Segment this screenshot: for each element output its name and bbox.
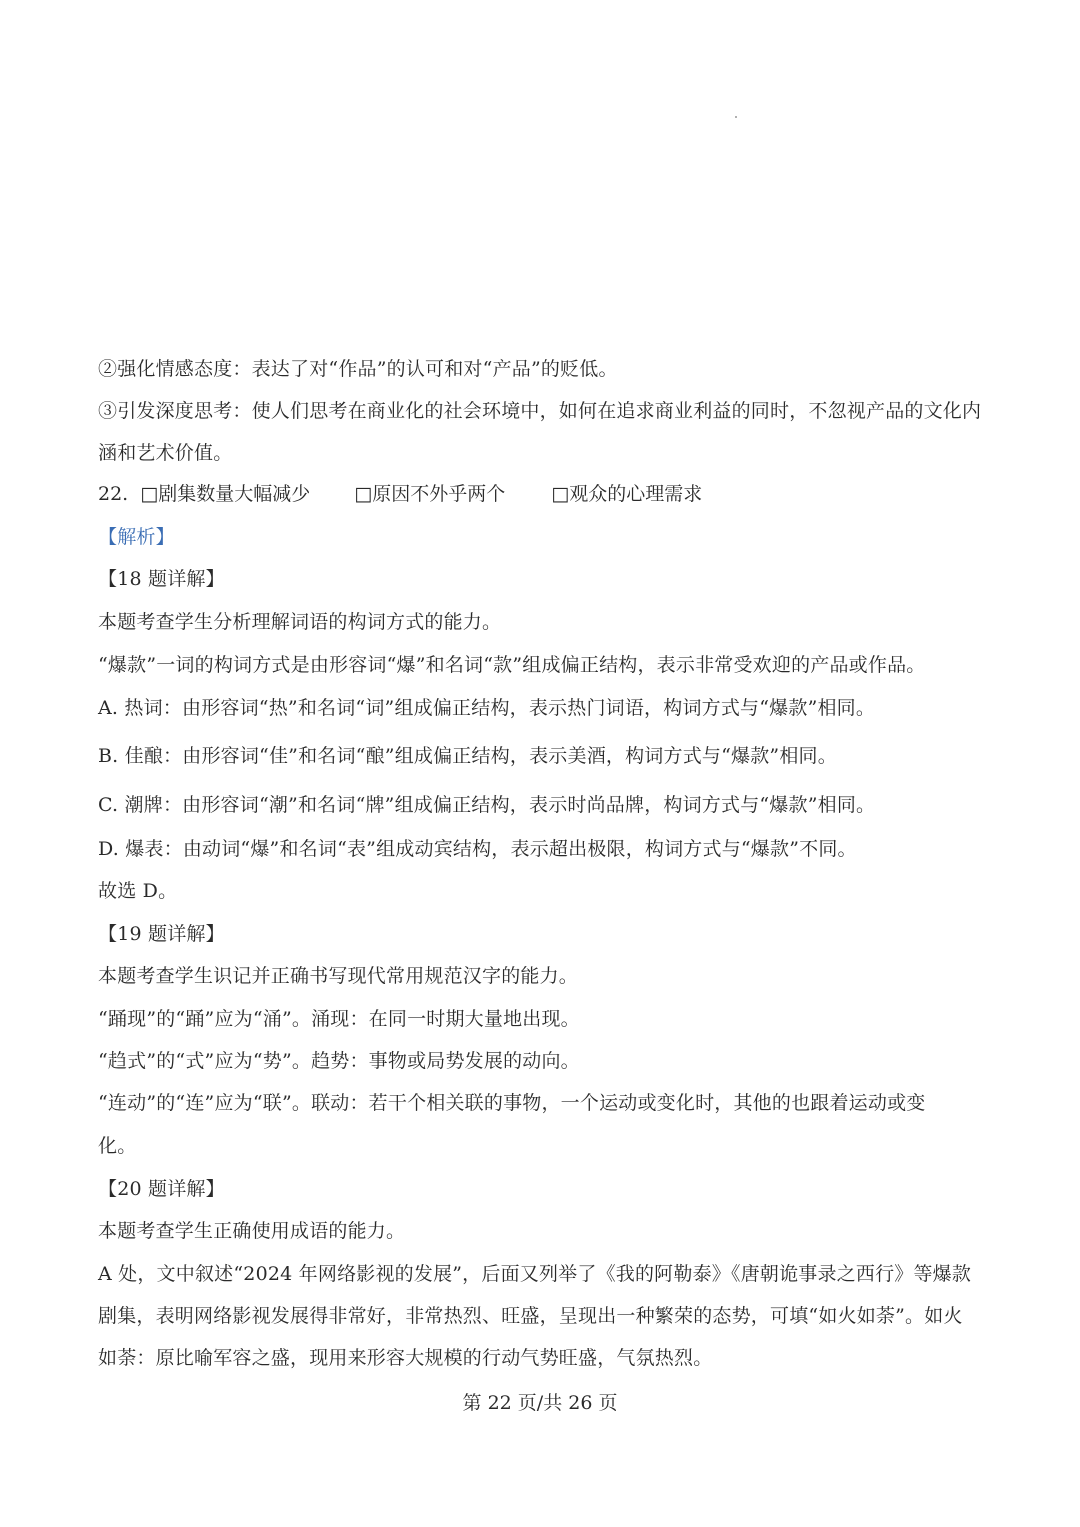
q18-option-b: B. 佳酿：由形容词“佳”和名词“酿”组成偏正结构，表示美酒，构词方式与“爆款”相同。 — [98, 745, 837, 767]
q20-line-a1: A 处，文中叙述“2024 年网络影视的发展”，后面又列举了《我的阿勒泰》《唐朝诡事录之西行》等爆款 — [98, 1263, 972, 1285]
q19-line-2: “趋式”的“式”应为“势”。趋势：事物或局势发展的动向。 — [98, 1050, 580, 1072]
q19-line-3b: 化。 — [98, 1135, 137, 1157]
q22-answer-row — [98, 481, 702, 507]
q19-intro: 本题考查学生识记并正确书写现代常用规范汉字的能力。 — [98, 965, 579, 987]
q19-line-3a: “连动”的“连”应为“联”。联动：若干个相关联的事物，一个运动或变化时，其他的也跟着运动或变 — [98, 1092, 926, 1114]
q19-heading: 【19 题详解】 — [98, 923, 225, 945]
q22-option-3: □观众的心理需求 — [551, 483, 703, 505]
answer-item-2: ②强化情感态度：表达了对“作品”的认可和对“产品”的贬低。 — [98, 358, 618, 380]
q22-option-1: □剧集数量大幅减少 — [140, 483, 311, 505]
q18-option-d: D. 爆表：由动词“爆”和名词“表”组成动宾结构，表示超出极限，构词方式与“爆款”不同。 — [98, 838, 857, 860]
q22-option-2: □原因不外乎两个 — [354, 483, 506, 505]
q19-line-1: “踊现”的“踊”应为“涌”。涌现：在同一时期大量地出现。 — [98, 1008, 580, 1030]
q18-answer: 故选 D。 — [98, 880, 178, 902]
q20-line-a3: 如荼：原比喻军容之盛，现用来形容大规模的行动气势旺盛，气氛热烈。 — [98, 1347, 713, 1369]
analysis-label: 【解析】 — [98, 526, 175, 548]
q20-line-a2: 剧集，表明网络影视发展得非常好，非常热烈、旺盛，呈现出一种繁荣的态势，可填“如火如荼”。如火 — [98, 1305, 963, 1327]
q18-explain: “爆款”一词的构词方式是由形容词“爆”和名词“款”组成偏正结构，表示非常受欢迎的产品或作品。 — [98, 654, 926, 676]
answer-item-3-line1: ③引发深度思考：使人们思考在商业化的社会环境中，如何在追求商业利益的同时，不忽视产品的文化内 — [98, 400, 982, 422]
q18-option-c: C. 潮牌：由形容词“潮”和名词“牌”组成偏正结构，表示时尚品牌，构词方式与“爆款”相同。 — [98, 794, 876, 816]
q18-heading: 【18 题详解】 — [98, 568, 225, 590]
q20-heading: 【20 题详解】 — [98, 1178, 225, 1200]
answer-item-3-line2: 涵和艺术价值。 — [98, 442, 233, 464]
q22-number: 22. — [98, 483, 129, 505]
q20-intro: 本题考查学生正确使用成语的能力。 — [98, 1220, 406, 1242]
q18-intro: 本题考查学生分析理解词语的构词方式的能力。 — [98, 611, 502, 633]
scan-speck — [735, 116, 737, 118]
page-footer: 第 22 页/共 26 页 — [462, 1392, 618, 1414]
q18-option-a: A. 热词：由形容词“热”和名词“词”组成偏正结构，表示热门词语，构词方式与“爆款”相同。 — [98, 697, 876, 719]
